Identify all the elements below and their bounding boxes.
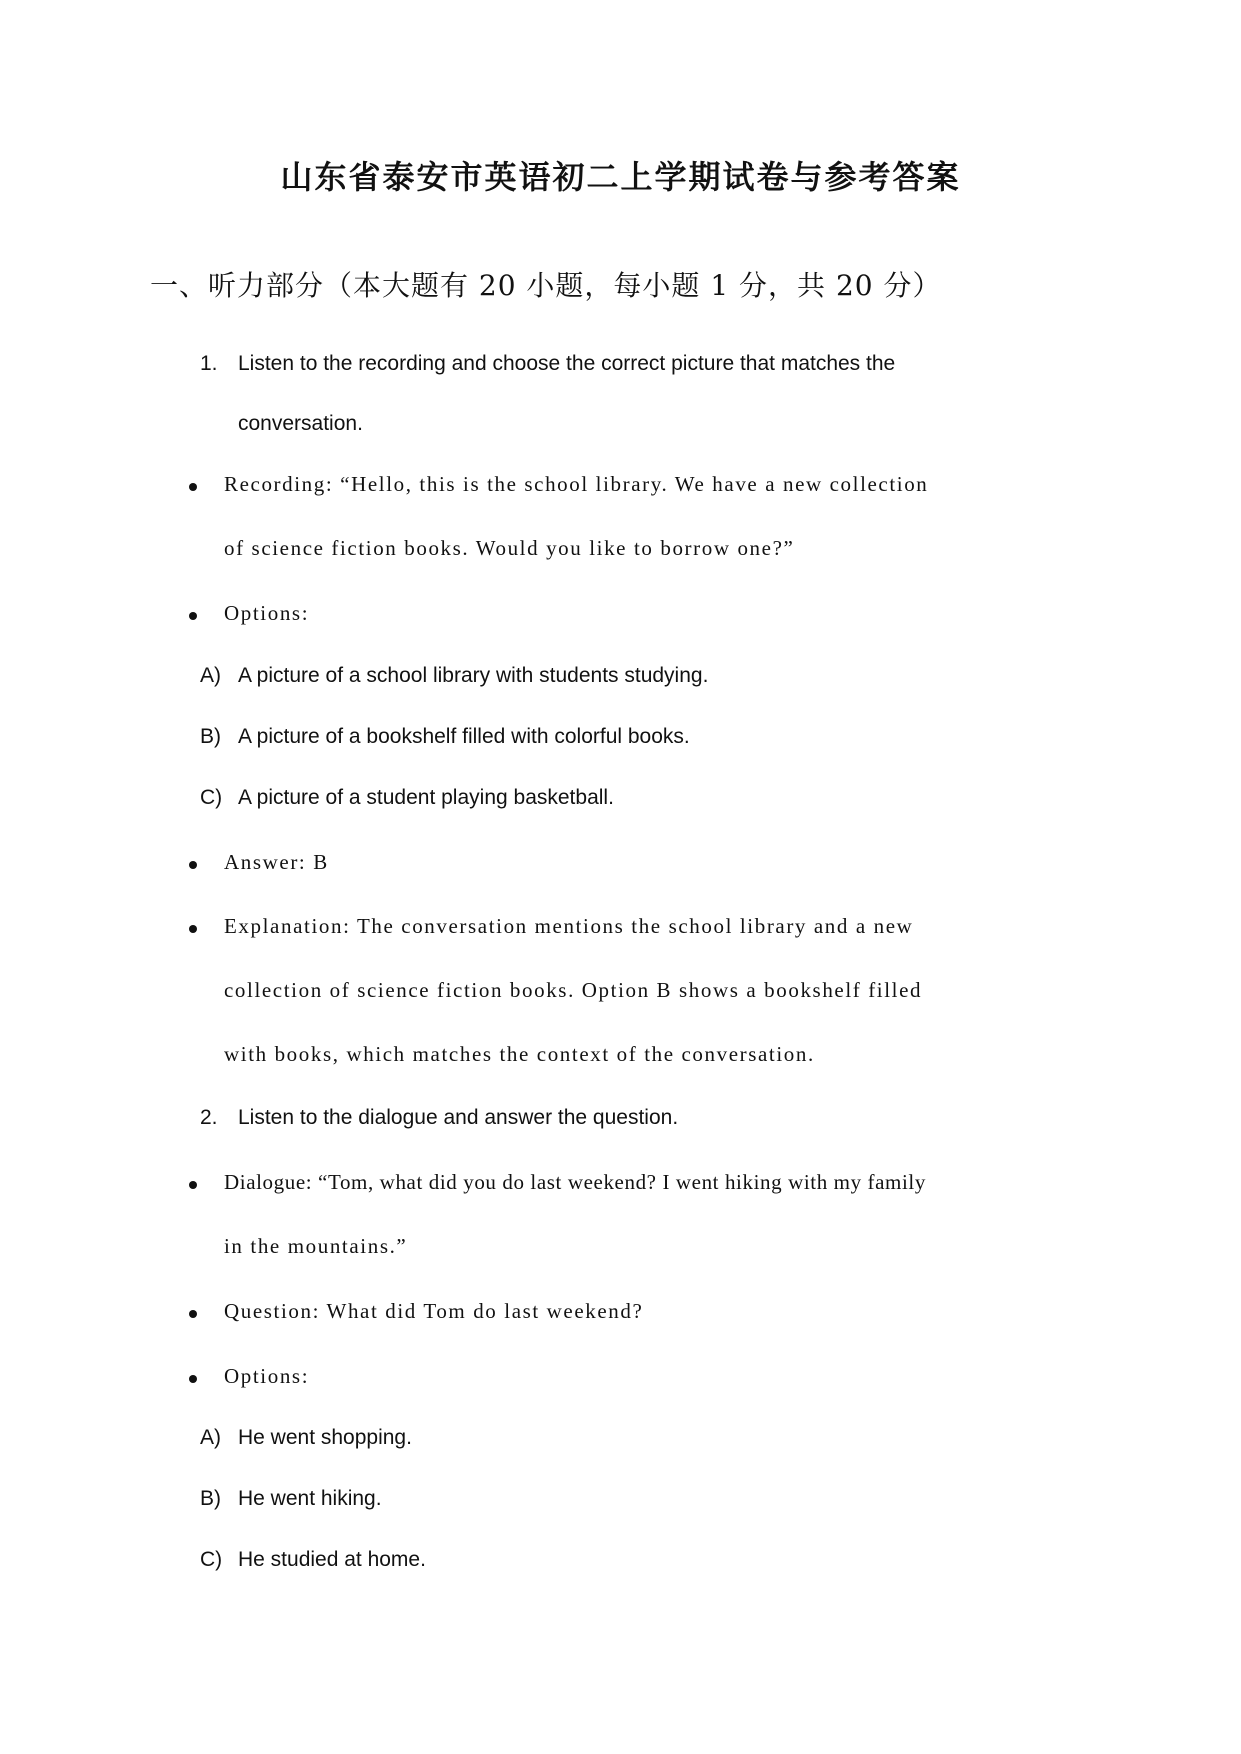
q2-dialogue-cont: in the mountains.” <box>224 1234 408 1258</box>
question-2-prompt: Listen to the dialogue and answer the question. <box>238 1106 679 1129</box>
question-1-prompt-cont: conversation. <box>238 412 363 435</box>
q2-option-b-letter: B) <box>200 1487 221 1510</box>
q2-dialogue: Dialogue: “Tom, what did you do last weekend? I went hiking with my family <box>224 1170 926 1194</box>
q1-option-b-letter: B) <box>200 725 221 748</box>
bullet-icon <box>189 1375 197 1383</box>
q1-answer: Answer: B <box>224 850 329 874</box>
q1-recording-cont: of science fiction books. Would you like to borrow one?” <box>224 536 795 560</box>
q2-option-a-letter: A) <box>200 1426 221 1449</box>
q2-option-a-text: He went shopping. <box>238 1426 412 1449</box>
question-1-number: 1. <box>200 352 218 375</box>
q2-options-label: Options: <box>224 1364 310 1388</box>
q2-option-c-letter: C) <box>200 1548 223 1571</box>
bullet-icon <box>189 483 197 491</box>
q1-option-c-letter: C) <box>200 786 223 809</box>
q2-option-b-text: He went hiking. <box>238 1487 382 1510</box>
document-title: 山东省泰安市英语初二上学期试卷与参考答案 <box>280 158 961 196</box>
question-2-number: 2. <box>200 1106 218 1129</box>
question-1-prompt: Listen to the recording and choose the correct picture that matches the <box>238 352 896 375</box>
bullet-icon <box>189 1310 197 1318</box>
q1-option-c-text: A picture of a student playing basketball. <box>238 786 614 809</box>
q1-explanation: Explanation: The conversation mentions the school library and a new <box>224 914 914 938</box>
q1-option-b-text: A picture of a bookshelf filled with colorful books. <box>238 725 690 748</box>
section-heading: 一、听力部分（本大题有 20 小题，每小题 1 分，共 20 分） <box>150 269 942 302</box>
bullet-icon <box>189 1181 197 1189</box>
q1-option-a-letter: A) <box>200 664 221 687</box>
q2-question: Question: What did Tom do last weekend? <box>224 1299 644 1323</box>
q1-explanation-cont: with books, which matches the context of the conversation. <box>224 1042 815 1066</box>
q1-recording: Recording: “Hello, this is the school library. We have a new collection <box>224 472 929 496</box>
q1-options-label: Options: <box>224 601 310 625</box>
bullet-icon <box>189 925 197 933</box>
q1-explanation-cont: collection of science fiction books. Option B shows a bookshelf filled <box>224 978 923 1002</box>
q2-option-c-text: He studied at home. <box>238 1548 426 1571</box>
bullet-icon <box>189 861 197 869</box>
q1-option-a-text: A picture of a school library with students studying. <box>238 664 709 687</box>
bullet-icon <box>189 612 197 620</box>
